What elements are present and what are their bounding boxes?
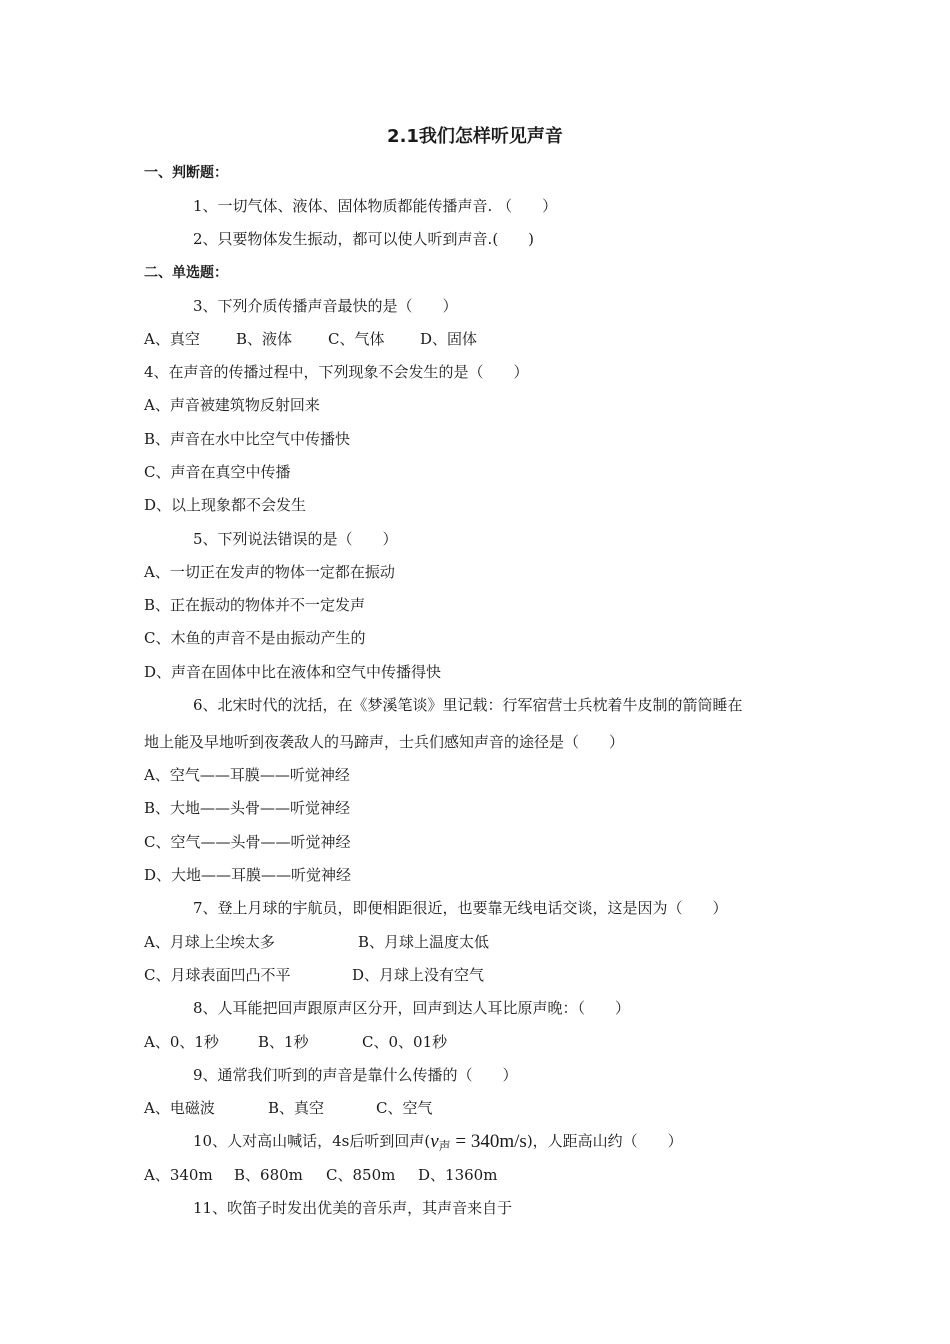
question-7-options-row-2 <box>144 964 484 986</box>
option-b: B、680m <box>234 1166 303 1184</box>
question-3-stem: 3、下列介质传播声音最快的是（ ） <box>193 297 458 315</box>
question-6-option-b: B、大地——头骨——听觉神经 <box>144 799 351 817</box>
option-d: D、固体 <box>420 330 478 348</box>
section-heading-true-false: 一、判断题： <box>144 165 228 181</box>
question-6-option-a: A、空气——耳膜——听觉神经 <box>144 766 350 784</box>
question-8-stem: 8、人耳能把回声跟原声区分开，回声到达人耳比原声晚：（ ） <box>193 999 631 1017</box>
option-a: A、真空 <box>144 330 200 348</box>
question-11-stem: 11、吹笛子时发出优美的音乐声，其声音来自于 <box>193 1199 513 1217</box>
question-3-options <box>144 328 477 350</box>
option-a: A、月球上尘埃太多 <box>144 933 275 951</box>
question-10-stem-after: )，人距高山约（ ） <box>526 1132 683 1150</box>
question-6-option-d: D、大地——耳膜——听觉神经 <box>144 866 352 884</box>
option-a: A、340m <box>144 1166 213 1184</box>
question-5-option-c: C、木鱼的声音不是由振动产生的 <box>144 629 366 647</box>
question-5-option-a: A、一切正在发声的物体一定都在振动 <box>144 563 395 581</box>
question-4-option-b: B、声音在水中比空气中传播快 <box>144 430 351 448</box>
option-c: C、0、01秒 <box>362 1033 448 1051</box>
question-6-stem-line-2: 地上能及早地听到夜袭敌人的马蹄声，士兵们感知声音的途径是（ ） <box>144 733 625 751</box>
question-7-stem: 7、登上月球的宇航员，即便相距很近，也要靠无线电话交谈，这是因为（ ） <box>193 899 728 917</box>
question-4-option-a: A、声音被建筑物反射回来 <box>144 396 320 414</box>
section-heading-single-choice: 二、单选题： <box>144 265 228 281</box>
question-7-options-row-1 <box>144 931 489 953</box>
option-b: B、液体 <box>236 330 293 348</box>
option-a: A、0、1秒 <box>144 1033 219 1051</box>
question-5-option-b: B、正在振动的物体并不一定发声 <box>144 596 366 614</box>
question-9-options <box>144 1097 432 1119</box>
question-5-option-d: D、声音在固体中比在液体和空气中传播得快 <box>144 663 442 681</box>
question-6-option-c: C、空气——头骨——听觉神经 <box>144 833 351 851</box>
formula-subscript: 声 <box>438 1139 451 1153</box>
question-10-stem-before: 10、人对高山喊话，4s后听到回声( <box>193 1132 431 1150</box>
question-4-option-c: C、声音在真空中传播 <box>144 463 291 481</box>
option-a: A、电磁波 <box>144 1099 215 1117</box>
question-10-stem <box>193 1130 683 1157</box>
option-b: B、月球上温度太低 <box>358 933 490 951</box>
question-2: 2、只要物体发生振动，都可以使人听到声音.( ) <box>193 230 535 248</box>
question-4-stem: 4、在声音的传播过程中，下列现象不会发生的是（ ） <box>144 363 529 381</box>
question-1: 1、一切气体、液体、固体物质都能传播声音. （ ） <box>193 197 558 215</box>
question-5-stem: 5、下列说法错误的是（ ） <box>193 530 398 548</box>
formula-value: = 340m/s <box>450 1131 527 1152</box>
question-8-options <box>144 1031 447 1053</box>
option-c: C、月球表面凹凸不平 <box>144 966 291 984</box>
speed-of-sound-formula <box>430 1131 527 1152</box>
formula-variable: v <box>430 1131 439 1152</box>
question-10-options <box>144 1164 497 1186</box>
option-d: D、月球上没有空气 <box>352 966 485 984</box>
option-d: D、1360m <box>418 1166 498 1184</box>
question-4-option-d: D、以上现象都不会发生 <box>144 496 307 514</box>
question-9-stem: 9、通常我们听到的声音是靠什么传播的（ ） <box>193 1066 518 1084</box>
option-b: B、1秒 <box>258 1033 309 1051</box>
page-title: 2.1我们怎样听见声音 <box>387 126 563 147</box>
option-b: B、真空 <box>268 1099 325 1117</box>
option-c: C、空气 <box>376 1099 433 1117</box>
option-c: C、850m <box>326 1166 396 1184</box>
option-c: C、气体 <box>328 330 385 348</box>
question-6-stem-line-1: 6、北宋时代的沈括，在《梦溪笔谈》里记载：行军宿营士兵枕着牛皮制的箭筒睡在 <box>193 696 743 714</box>
